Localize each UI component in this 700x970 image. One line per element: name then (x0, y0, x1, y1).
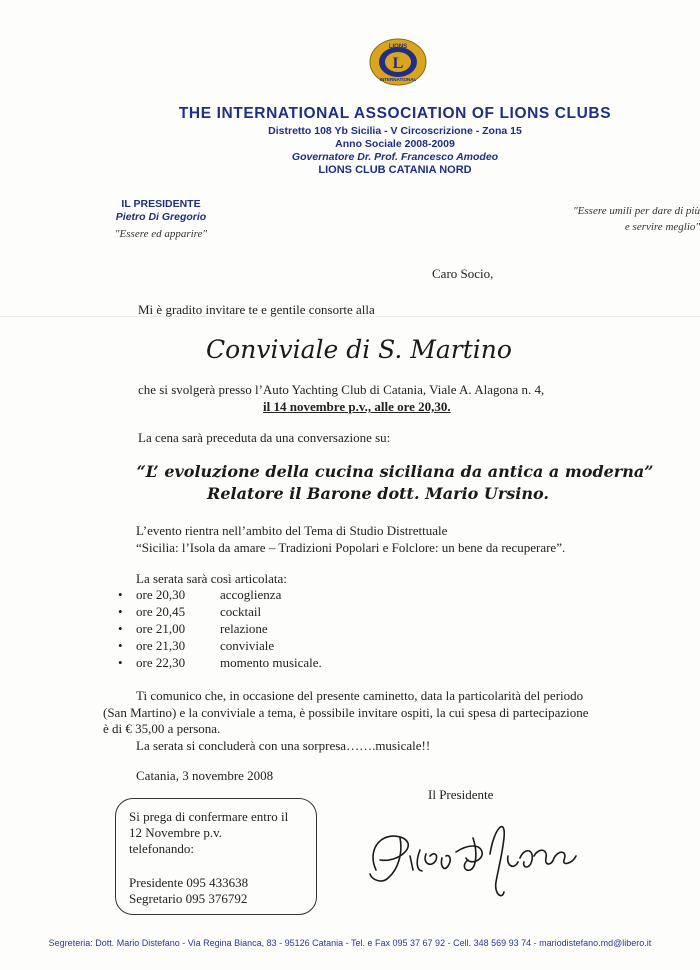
rsvp-line-3: telefonando: (129, 841, 194, 856)
schedule-time: ore 22,30 (136, 655, 186, 670)
lions-logo (366, 37, 430, 87)
conversation-topic: “L’ evoluzione della cucina siciliana da antica a moderna” (136, 462, 654, 481)
schedule-time: ore 21,00 (136, 621, 186, 636)
schedule-activity: accoglienza (220, 587, 282, 602)
social-year: Anno Sociale 2008-2009 (335, 138, 455, 150)
governor-line: Governatore Dr. Prof. Francesco Amodeo (291, 151, 499, 163)
logo-text-top: LIONS (388, 44, 408, 50)
greeting: Caro Socio, (432, 266, 494, 281)
president-title: IL PRESIDENTE (121, 198, 201, 210)
footer-contact: Segreteria: Dott. Mario Distefano - Via Regina Bianca, 83 - 95126 Catania - Tel. e Fax 095 37 67 92 - Cell. 348 569 93 74 - mariodistefano.md@libero.it (48, 938, 652, 948)
note-line-1: Ti comunico che, in occasione del presente caminetto, data la particolarità del periodo (136, 688, 584, 703)
bullet-icon: • (118, 655, 123, 670)
rsvp-box (115, 798, 317, 915)
signoff: Il Presidente (428, 787, 494, 802)
bullet-icon: • (118, 621, 123, 636)
bullet-icon: • (118, 604, 123, 619)
schedule-time: ore 21,30 (136, 638, 186, 653)
schedule-activity: relazione (220, 621, 268, 636)
schedule-intro: La serata sarà così articolata: (136, 571, 287, 586)
bullet-icon: • (118, 638, 123, 653)
bullet-icon: • (118, 587, 123, 602)
logo-letter: L (392, 55, 404, 72)
rsvp-president-phone: Presidente 095 433638 (129, 875, 249, 890)
location-line: che si svolgerà presso l’Auto Yachting Club di Catania, Viale A. Alagona n. 4, (138, 382, 545, 397)
note-line-2: (San Martino) e la conviviale a tema, è possibile invitare ospiti, la cui spesa di partecipazione (103, 705, 589, 720)
schedule-activity: cocktail (220, 604, 262, 619)
place-date: Catania, 3 novembre 2008 (136, 768, 274, 783)
theme-line-1: L’evento rientra nell’ambito del Tema di Studio Distrettuale (136, 523, 448, 538)
organization-name: THE INTERNATIONAL ASSOCIATION OF LIONS CLUBS (178, 105, 612, 122)
theme-line-2: “Sicilia: l’Isola da amare – Tradizioni Popolari e Folclore: un bene da recuperare”. (136, 540, 566, 555)
schedule-time: ore 20,45 (136, 604, 186, 619)
club-name: LIONS CLUB CATANIA NORD (318, 164, 472, 176)
club-motto-line2: e servire meglio" (624, 221, 700, 233)
schedule-time: ore 20,30 (136, 587, 186, 602)
schedule-item (118, 621, 268, 637)
district-line: Distretto 108 Yb Sicilia - V Circoscrizione - Zona 15 (268, 125, 522, 137)
president-block (96, 198, 226, 240)
closing-line: La serata si concluderà con una sorpresa…….musicale!! (136, 738, 431, 753)
club-motto (556, 203, 700, 235)
schedule-item (118, 604, 261, 620)
schedule-item (118, 638, 274, 654)
speaker-line: Relatore il Barone dott. Mario Ursino. (207, 484, 549, 503)
schedule-item (118, 587, 281, 603)
event-date: il 14 novembre p.v., alle ore 20,30. (263, 399, 451, 414)
logo-text-bottom: INTERNATIONAL (379, 77, 417, 82)
rsvp-secretary-phone: Segretario 095 376792 (129, 891, 248, 906)
rsvp-line-1: Si prega di confermare entro il (129, 809, 289, 824)
rsvp-line-2: 12 Novembre p.v. (129, 825, 223, 840)
schedule-activity: conviviale (220, 638, 275, 653)
dinner-intro: La cena sarà preceduta da una conversazione su: (138, 430, 391, 445)
president-motto: "Essere ed apparire" (114, 228, 208, 240)
club-motto-line1: "Essere umili per dare di più (573, 205, 700, 217)
schedule-item (118, 655, 322, 671)
invite-line: Mi è gradito invitare te e gentile consorte alla (138, 302, 375, 317)
president-name: Pietro Di Gregorio (115, 211, 207, 223)
event-title: Conviviale di S. Martino (206, 335, 512, 364)
schedule-activity: momento musicale. (220, 655, 322, 670)
note-line-3: è di € 35,00 a persona. (103, 721, 221, 736)
handwritten-signature (358, 808, 588, 908)
